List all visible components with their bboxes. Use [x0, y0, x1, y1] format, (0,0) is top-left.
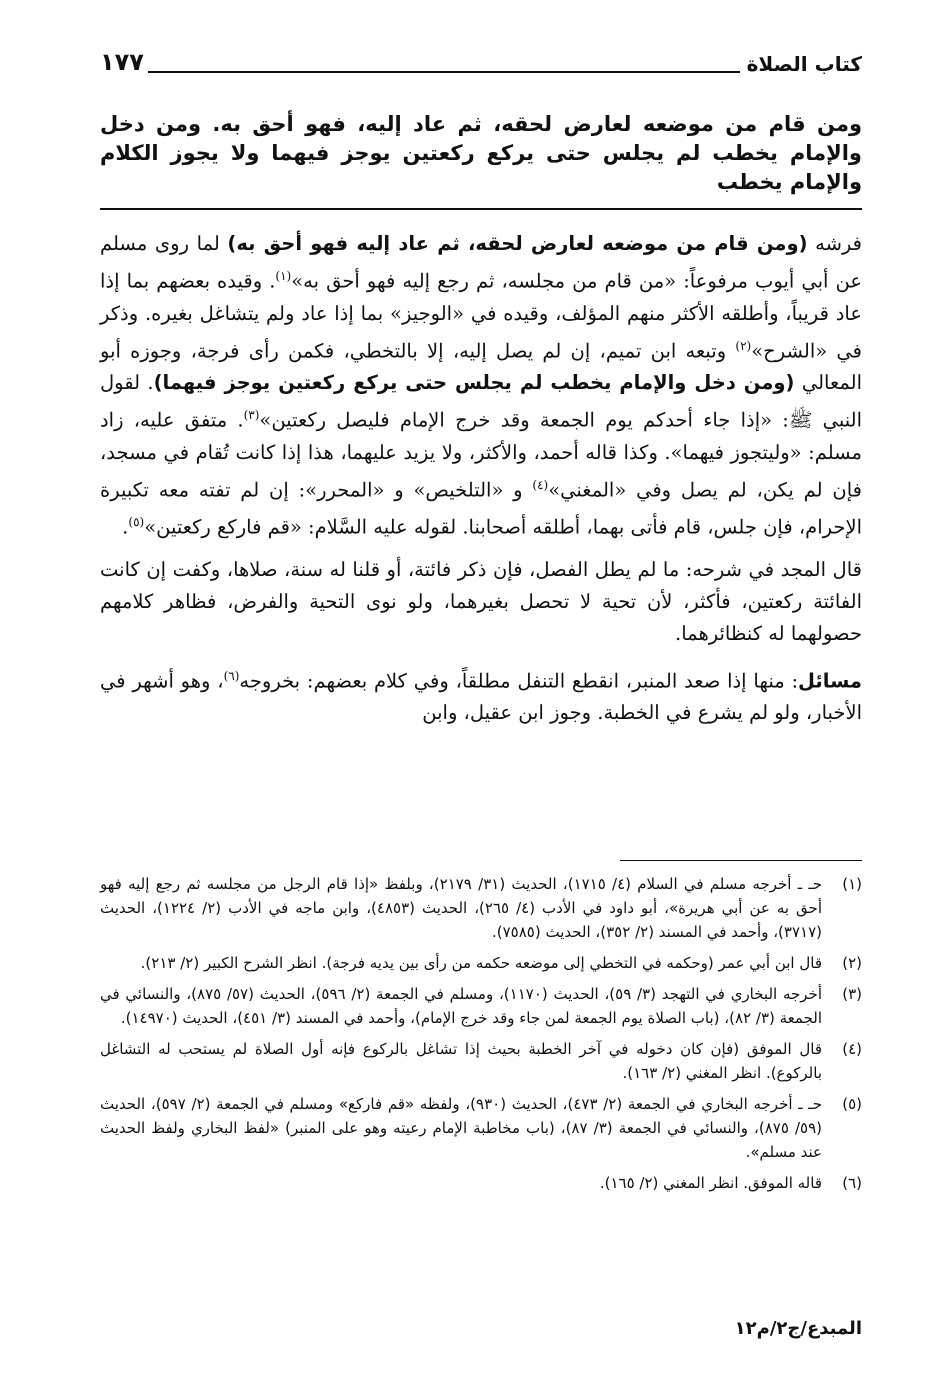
footnote-ref-1: (١)	[275, 269, 292, 283]
page-number: ١٧٧	[100, 48, 144, 76]
footnotes	[100, 872, 862, 1202]
sheet-signature: المبدع/ج٢/م١٢	[734, 1318, 862, 1339]
footnote-ref-5: (٥)	[128, 515, 145, 529]
p3-s1: : منها إذا صعد المنبر، انقطع التنفل مطلقاً، وفي كلام بعضهم: بخروجه	[239, 669, 799, 692]
matn-divider	[100, 208, 862, 210]
p1-s4: . وقيده بعضهم بما إذا عاد قريباً، وأطلقه الأكثر منهم المؤلف، وقيده في «الوجيز» بما إذا عاد ولم يتشاغل بغيره. وذكر في «الشرح»	[100, 269, 862, 362]
footnote-ref-2: (٢)	[735, 338, 752, 353]
p1-s7: . لقول النبي ﷺ: «إذا جاء أحدكم يوم الجمعة وقد خرج الإمام فليصل ركعتين»	[100, 371, 862, 432]
masail-label: مسائل	[798, 669, 862, 692]
p3-s2: ، وهو أشهر في الأخبار، ولو لم يشرع في الخطبة. وجوز ابن عقيل، وابن	[100, 669, 862, 724]
footnote	[100, 1037, 862, 1085]
p1-s10: .	[122, 515, 129, 539]
commentary-paragraph-3	[100, 660, 862, 730]
commentary-paragraph-1	[100, 228, 862, 544]
footnote	[100, 872, 862, 944]
footnote-number: (٤)	[842, 1040, 862, 1058]
footnote-ref-6: (٦)	[223, 668, 240, 683]
footnote	[100, 1171, 862, 1195]
p1-s8: . متفق عليه، زاد مسلم: «وليتجوز فيهما». وكذا قاله أحمد، والأكثر، ولا يزيد عليهما، هذا إذا كانت تُقام في مسجد، فإن لم يكن، لم يصل وفي «المغني»	[100, 408, 862, 501]
chapter-title: كتاب الصلاة	[746, 52, 862, 76]
header-rule	[148, 71, 740, 73]
p1-quote-2: (ومن دخل والإمام يخطب لم يجلس حتى يركع ركعتين يوجز فيهما)	[153, 371, 795, 394]
footnote-text: أخرجه البخاري في التهجد (٣/ ٥٩)، الحديث (١١٧٠)، ومسلم في الجمعة (٢/ ٥٩٦)، الحديث (٥٧/ ٨٧٥)، والنسائي في الجمعة (٣/ ٨٢)، (باب الصلاة يوم الجمعة لمن جاء وقد خرج الإمام)، وأحمد في المسند (٣/ ٤٥١)، الحديث (١٤٩٧٠).	[100, 985, 822, 1027]
footnote-number: (١)	[842, 875, 862, 893]
footnote-number: (٦)	[842, 1174, 862, 1192]
p1-s9: و «التلخيص» و «المحرر»: إن لم تفته معه تكبيرة الإحرام، فإن جلس، قام فأتى بهما، أطلقه أصحابنا. لقوله عليه السَّلام: «قم فاركع ركعتين»	[100, 478, 862, 539]
footnote-number: (٥)	[842, 1095, 862, 1113]
p1-s1: فرشه	[807, 232, 863, 255]
commentary	[100, 228, 862, 739]
footnote-number: (٣)	[842, 985, 862, 1003]
footnote	[100, 951, 862, 975]
p1-s3: لما روى مسلم عن أبي أيوب مرفوعاً: «من قام من مجلسه، ثم رجع إليه فهو أحق به»	[100, 232, 862, 293]
commentary-paragraph-2: قال المجد في شرحه: ما لم يطل الفصل، فإن ذكر فائتة، أو قلنا له سنة، صلاها، وكفت إن كانت الفائتة ركعتين، فأكثر، لأن تحية لا تحصل بغيرهما، ولو نوى التحية والفرض، فظاهر كلامهم حصولهما له كنظائرهما.	[100, 557, 862, 645]
footnote-text: قاله الموفق. انظر المغني (٢/ ١٦٥).	[599, 1174, 822, 1192]
p1-s5: وتبعه ابن تميم، إن لم يصل إليه، إلا بالتخطي، فكمن رأى فرجة، وجوزه أبو المعالي	[100, 339, 863, 394]
footnote-ref-4: (٤)	[532, 477, 549, 492]
footnote-ref-3: (٣)	[243, 408, 260, 422]
footnote-text: حـ ـ أخرجه مسلم في السلام (٤/ ١٧١٥)، الحديث (٣١/ ٢١٧٩)، وبلفظ «إذا قام الرجل من مجلسه ثم رجع إليه فهو أحق به عن أبي هريرة»، أبو داود في الأدب (٤/ ٢٦٥)، الحديث (٤٨٥٣)، وابن ماجه في الأدب (٢/ ١٢٢٤)، الحديث (٣٧١٧)، وأحمد في المسند (٢/ ٣٥٢)، الحديث (٧٥٨٥).	[100, 875, 823, 941]
footnote-text: حـ ـ أخرجه البخاري في الجمعة (٢/ ٤٧٣)، الحديث (٩٣٠)، ولفظه «قم فاركع» ومسلم في الجمعة (٢/ ٥٩٧)، الحديث (٥٩/ ٨٧٥)، والنسائي في الجمعة (٣/ ٨٧)، (باب مخاطبة الإمام رعيته وهو على المنبر) «لفظ البخاري ولفظ الحديث عند مسلم».	[100, 1095, 822, 1161]
footnote	[100, 1092, 862, 1164]
footnote	[100, 982, 862, 1030]
matn-text: ومن قام من موضعه لعارض لحقه، ثم عاد إليه، فهو أحق به. ومن دخل والإمام يخطب لم يجلس حتى يركع ركعتين يوجز فيهما ولا يجوز الكلام والإمام يخطب	[100, 112, 862, 194]
running-head	[100, 48, 862, 82]
footnote-number: (٢)	[842, 954, 862, 972]
footnote-text: قال ابن أبي عمر (وحكمه في التخطي إلى موضعه حكمه من رأى بين يديه فرجة). انظر الشرح الكبير (٢/ ٢١٣).	[140, 954, 822, 972]
footnote-rule	[620, 860, 862, 861]
p1-quote-1: (ومن قام من موضعه لعارض لحقه، ثم عاد إليه فهو أحق به)	[227, 232, 808, 255]
footnote-text: قال الموفق (فإن كان دخوله في آخر الخطبة بحيث إذا تشاغل بالركوع فإنه أول الصلاة لم يستحب له التشاغل بالركوع). انظر المغني (٢/ ١٦٣).	[100, 1040, 822, 1082]
